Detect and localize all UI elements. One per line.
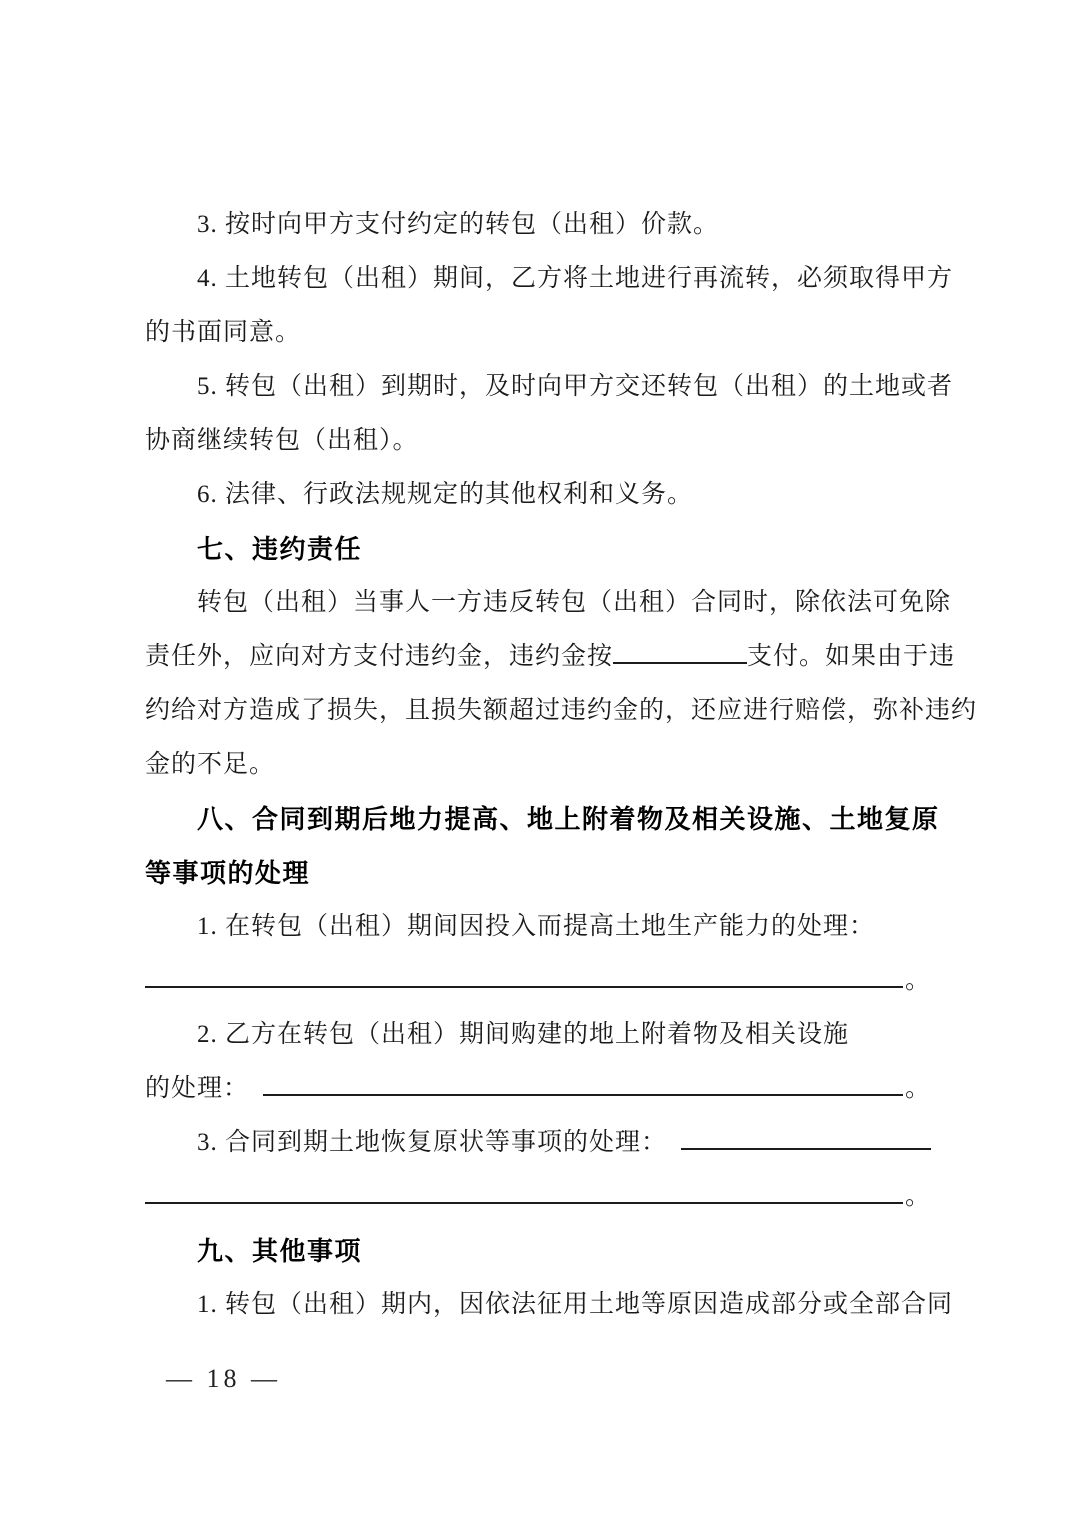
- penalty-rate-blank-field: [613, 662, 747, 664]
- clause-4-line-1: 4. 土地转包（出租）期间，乙方将土地进行再流转，必须取得甲方: [197, 265, 954, 292]
- item-3-blank-terminator: 。: [904, 1183, 931, 1210]
- section-8-heading-line-1: 八、合同到期后地力提高、地上附着物及相关设施、土地复原: [197, 804, 940, 834]
- section-7-heading: 七、违约责任: [197, 534, 363, 564]
- section-8-item-3-blank-line: [145, 1170, 931, 1224]
- item-3-answer-blank-field: [681, 1148, 931, 1150]
- clause-3-line-1: 3. 按时向甲方支付约定的转包（出租）价款。: [197, 211, 720, 238]
- section-8-item-2-line-1: 2. 乙方在转包（出租）期间购建的地上附着物及相关设施: [197, 1021, 850, 1048]
- section-7-para-line-2: [145, 630, 956, 684]
- section-7-para-line-4: 金的不足。: [145, 751, 276, 778]
- section-8-item-1-blank-line: [145, 954, 931, 1008]
- clause-5-line-1: 5. 转包（出租）到期时，及时向甲方交还转包（出租）的土地或者: [197, 373, 954, 400]
- clause-5-line-2: 协商继续转包（出租）。: [145, 427, 419, 454]
- section-8-item-3-line: [145, 1116, 931, 1170]
- section-8-item-1-line: 1. 在转包（出租）期间因投入而提高土地生产能力的处理：: [197, 913, 876, 940]
- section-8-heading-line-2: 等事项的处理: [145, 858, 311, 888]
- section-9-item-1-line-1: 1. 转包（出租）期内，因依法征用土地等原因造成部分或全部合同: [197, 1291, 954, 1318]
- item-3-label: 3. 合同到期土地恢复原状等事项的处理：: [197, 1129, 668, 1156]
- item-3-answer-blank-field-2: [145, 1202, 903, 1204]
- page-number-footer: — 18 —: [166, 1364, 281, 1393]
- section-7-para-line-3: 约给对方造成了损失，且损失额超过违约金的，还应进行赔偿，弥补违约: [145, 697, 978, 724]
- item-2-answer-blank-field: [263, 1094, 903, 1096]
- item-1-answer-blank-field: [145, 986, 903, 988]
- clause-4-line-2: 的书面同意。: [145, 319, 302, 346]
- clause-6-line-1: 6. 法律、行政法规规定的其他权利和义务。: [197, 481, 694, 508]
- item-2-blank-terminator: 。: [904, 1075, 931, 1102]
- section-8-item-2-line-2: [145, 1062, 931, 1116]
- penalty-text-after-blank: 支付。如果由于违: [747, 643, 956, 670]
- item-1-blank-terminator: 。: [904, 967, 931, 994]
- section-9-heading: 九、其他事项: [197, 1236, 363, 1266]
- penalty-text-before-blank: 责任外，应向对方支付违约金，违约金按: [145, 643, 614, 670]
- item-2-label: 的处理：: [145, 1075, 250, 1102]
- section-7-para-line-1: 转包（出租）当事人一方违反转包（出租）合同时，除依法可免除: [197, 589, 952, 616]
- contract-body: [145, 198, 978, 1332]
